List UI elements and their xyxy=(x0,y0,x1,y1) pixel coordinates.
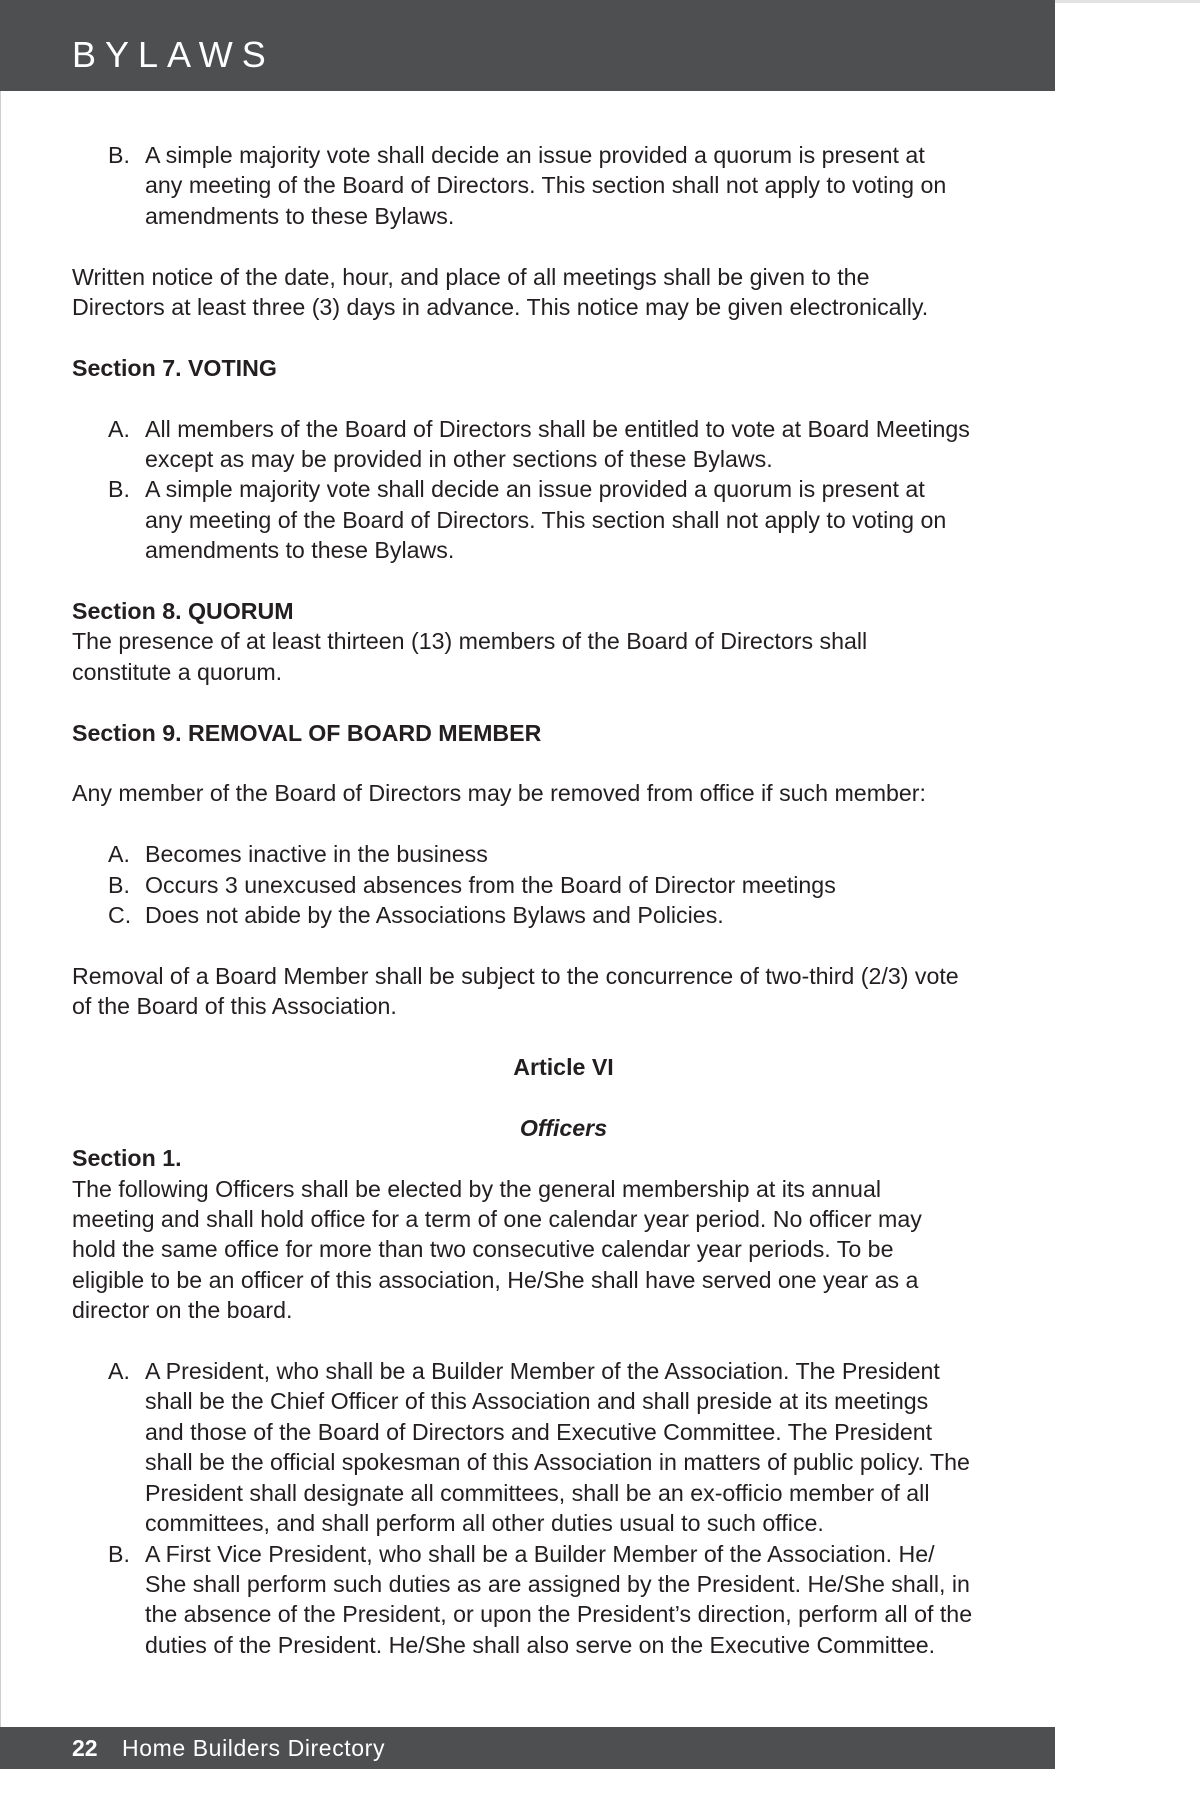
list-marker: B. xyxy=(108,142,130,168)
list-line: All members of the Board of Directors shall be entitled to vote at Board Meetings xyxy=(145,415,970,442)
section-9-heading: Section 9. REMOVAL OF BOARD MEMBER xyxy=(72,719,542,746)
notice-line: Directors at least three (3) days in advance. This notice may be given electronically. xyxy=(72,294,929,321)
section-7-heading: Section 7. VOTING xyxy=(72,354,277,381)
article-section-1-line: meeting and shall hold office for a term of one calendar year period. No officer may xyxy=(72,1206,922,1233)
list-line: any meeting of the Board of Directors. This section shall not apply to voting on xyxy=(145,506,947,533)
article-subheading: Officers xyxy=(519,1114,608,1141)
list-line: amendments to these Bylaws. xyxy=(145,202,455,229)
list-line: duties of the President. He/She shall also serve on the Executive Committee. xyxy=(145,1631,936,1658)
list-item xyxy=(108,900,1062,930)
list-line: amendments to these Bylaws. xyxy=(145,537,455,564)
section-9-intro: Any member of the Board of Directors may be removed from office if such member: xyxy=(72,780,926,807)
list-marker: B. xyxy=(108,1540,130,1567)
list-line: committees, and shall perform all other duties usual to such office. xyxy=(145,1510,824,1537)
left-page-rule xyxy=(0,91,1,1727)
list-line: the absence of the President, or upon the President’s direction, perform all of the xyxy=(145,1601,973,1628)
section-8-line: constitute a quorum. xyxy=(72,658,283,685)
section-8-heading: Section 8. QUORUM xyxy=(72,598,294,625)
section-9-list xyxy=(72,839,1062,930)
list-line: President shall designate all committees, shall be an ex-officio member of all xyxy=(145,1479,930,1506)
list-line: shall be the official spokesman of this Association in matters of public policy. The xyxy=(145,1449,970,1476)
header-title: BYLAWS xyxy=(72,34,275,75)
list-marker: A. xyxy=(108,415,130,442)
list-item xyxy=(108,474,1062,565)
list-marker: B. xyxy=(108,871,130,898)
section-9-closing-line: of the Board of this Association. xyxy=(72,993,397,1020)
section-7-list xyxy=(72,414,1062,566)
list-marker: A. xyxy=(108,1358,130,1385)
list-line: any meeting of the Board of Directors. This section shall not apply to voting on xyxy=(145,172,947,199)
list-item xyxy=(108,414,1062,475)
list-line: except as may be provided in other sections of these Bylaws. xyxy=(145,446,773,473)
list-line: A simple majority vote shall decide an issue provided a quorum is present at xyxy=(145,476,925,503)
article-section-1-line: director on the board. xyxy=(72,1297,293,1324)
page-content xyxy=(72,140,1062,1660)
list-line: Becomes inactive in the business xyxy=(145,841,488,868)
list-line: shall be the Chief Officer of this Association and shall preside at its meetings xyxy=(145,1388,929,1415)
list-item xyxy=(108,1356,1062,1538)
list-item xyxy=(108,839,1062,869)
page-number: 22 xyxy=(72,1735,98,1761)
list-marker: B. xyxy=(108,476,130,503)
list-line: and those of the Board of Directors and Executive Committee. The President xyxy=(145,1418,933,1445)
list-line: A First Vice President, who shall be a Builder Member of the Association. He/ xyxy=(145,1540,935,1567)
list-item xyxy=(108,140,1062,231)
list-line: A President, who shall be a Builder Member of the Association. The President xyxy=(145,1358,940,1385)
article-heading: Article VI xyxy=(513,1054,614,1081)
section-9-closing-line: Removal of a Board Member shall be subject to the concurrence of two-third (2/3) vote xyxy=(72,962,959,989)
list-line: A simple majority vote shall decide an issue provided a quorum is present at xyxy=(145,142,925,168)
section-8-line: The presence of at least thirteen (13) members of the Board of Directors shall xyxy=(72,628,868,655)
officers-list xyxy=(72,1356,1062,1660)
list-item xyxy=(108,870,1062,900)
article-section-1-line: eligible to be an officer of this association, He/She shall have served one year as a xyxy=(72,1266,919,1293)
top-right-rule xyxy=(1055,0,1200,3)
list-item xyxy=(108,1539,1062,1661)
article-section-1-line: hold the same office for more than two consecutive calendar year periods. To be xyxy=(72,1236,894,1263)
quorum-vote-list xyxy=(72,140,1062,231)
list-marker: C. xyxy=(108,902,132,929)
publication-title: Home Builders Directory xyxy=(122,1735,386,1761)
list-line: She shall perform such duties as are assigned by the President. He/She shall, in xyxy=(145,1570,970,1597)
article-section-1-line: The following Officers shall be elected by the general membership at its annual xyxy=(72,1175,882,1202)
article-section-1-heading: Section 1. xyxy=(72,1145,182,1172)
list-line: Occurs 3 unexcused absences from the Board of Director meetings xyxy=(145,871,836,898)
notice-line: Written notice of the date, hour, and place of all meetings shall be given to the xyxy=(72,263,870,290)
list-line: Does not abide by the Associations Bylaws and Policies. xyxy=(145,902,724,929)
list-marker: A. xyxy=(108,841,130,868)
